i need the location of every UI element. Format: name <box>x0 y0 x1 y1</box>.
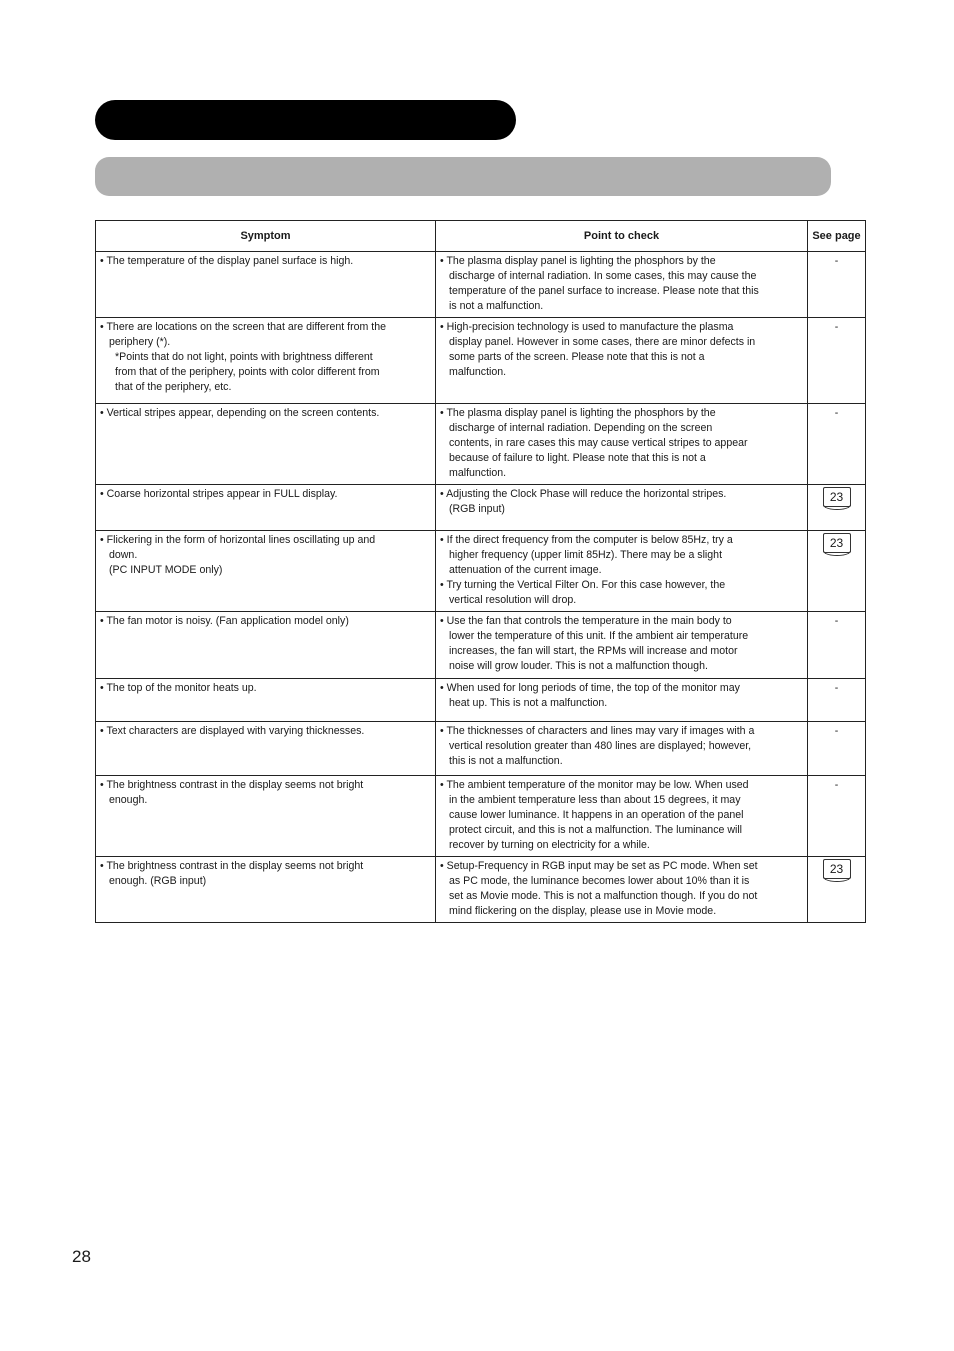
check-text-line: • Use the fan that controls the temperature in the main body to <box>440 615 732 627</box>
symptom-text-line: • Coarse horizontal stripes appear in FULL display. <box>100 488 338 500</box>
symptom-text-line: • Flickering in the form of horizontal lines oscillating up and <box>100 534 376 546</box>
check-cell <box>436 485 808 531</box>
symptom-cell <box>96 252 436 318</box>
check-text-line: mind flickering on the display, please use in Movie mode. <box>449 905 717 917</box>
check-text-line: in the ambient temperature less than about 15 degrees, it may <box>449 794 741 806</box>
symptom-cell <box>96 404 436 485</box>
section-title-bar <box>95 100 516 140</box>
check-cell <box>436 722 808 776</box>
page-reference-book-icon[interactable]: 23 <box>823 533 851 553</box>
symptom-text-line: from that of the periphery, points with color different from <box>115 366 380 378</box>
symptom-text-line: enough. <box>109 794 148 806</box>
symptom-cell <box>96 722 436 776</box>
symptom-cell <box>96 485 436 531</box>
header-symptom: Symptom <box>96 221 436 252</box>
symptom-text-line: that of the periphery, etc. <box>115 381 232 393</box>
see-page-cell <box>808 679 866 722</box>
check-cell <box>436 252 808 318</box>
check-text-line: • Adjusting the Clock Phase will reduce the horizontal stripes. <box>440 488 727 500</box>
see-page-cell <box>808 612 866 679</box>
see-page-cell <box>808 722 866 776</box>
symptom-text-line: (PC INPUT MODE only) <box>109 564 223 576</box>
table-header-row <box>96 221 866 252</box>
check-text-line: malfunction. <box>449 467 507 479</box>
symptom-text-line: periphery (*). <box>109 336 171 348</box>
check-text-line: recover by turning on electricity for a while. <box>449 839 650 851</box>
header-point-to-check: Point to check <box>436 221 808 252</box>
check-text-line: increases, the fan will start, the RPMs will increase and motor <box>449 645 738 657</box>
see-page-cell <box>808 485 866 531</box>
no-page-reference: - <box>834 725 839 737</box>
table-row <box>96 612 866 679</box>
check-text-line: temperature of the panel surface to increase. Please note that this <box>449 285 759 297</box>
check-text-line: noise will grow louder. This is not a malfunction though. <box>449 660 708 672</box>
check-text-line: vertical resolution will drop. <box>449 594 577 606</box>
check-text-line: cause lower luminance. It happens in an operation of the panel <box>449 809 744 821</box>
symptom-text-line: down. <box>109 549 138 561</box>
troubleshooting-table <box>95 220 866 923</box>
page-number: 28 <box>72 1247 91 1266</box>
check-text-line: heat up. This is not a malfunction. <box>449 697 608 709</box>
table-row <box>96 404 866 485</box>
symptom-text-line: • The brightness contrast in the display seems not bright <box>100 779 364 791</box>
check-text-line: • High-precision technology is used to manufacture the plasma <box>440 321 734 333</box>
symptom-text-line: enough. (RGB input) <box>109 875 207 887</box>
no-page-reference: - <box>834 682 839 694</box>
check-text-line: set as Movie mode. This is not a malfunction though. If you do not <box>449 890 758 902</box>
see-page-cell <box>808 318 866 404</box>
symptom-cell <box>96 857 436 923</box>
table-row <box>96 485 866 531</box>
see-page-cell <box>808 252 866 318</box>
check-text-line: lower the temperature of this unit. If the ambient air temperature <box>449 630 749 642</box>
check-text-line: malfunction. <box>449 366 507 378</box>
check-text-line: contents, in rare cases this may cause vertical stripes to appear <box>449 437 748 449</box>
symptom-text-line: • The brightness contrast in the display seems not bright <box>100 860 364 872</box>
check-text-line: attenuation of the current image. <box>449 564 602 576</box>
table-row <box>96 531 866 612</box>
check-cell <box>436 857 808 923</box>
table-row <box>96 318 866 404</box>
check-text-line: • If the direct frequency from the computer is below 85Hz, try a <box>440 534 733 546</box>
check-text-line: discharge of internal radiation. In some cases, this may cause the <box>449 270 757 282</box>
table-row <box>96 776 866 857</box>
table-row <box>96 252 866 318</box>
table-body <box>96 252 866 923</box>
check-text-line: • The thicknesses of characters and lines may vary if images with a <box>440 725 755 737</box>
section-subtitle-bar <box>95 157 831 196</box>
check-cell <box>436 679 808 722</box>
check-text-line: higher frequency (upper limit 85Hz). There may be a slight <box>449 549 723 561</box>
see-page-cell <box>808 857 866 923</box>
table-row <box>96 722 866 776</box>
check-text-line: this is not a malfunction. <box>449 755 563 767</box>
table-row <box>96 857 866 923</box>
page-reference-book-icon[interactable]: 23 <box>823 487 851 507</box>
check-text-line: discharge of internal radiation. Depending on the screen <box>449 422 713 434</box>
symptom-cell <box>96 531 436 612</box>
see-page-cell <box>808 531 866 612</box>
check-cell <box>436 776 808 857</box>
symptom-text-line: • Text characters are displayed with varying thicknesses. <box>100 725 365 737</box>
symptom-cell <box>96 612 436 679</box>
check-text-line: vertical resolution greater than 480 lines are displayed; however, <box>449 740 752 752</box>
symptom-text-line: • There are locations on the screen that are different from the <box>100 321 386 333</box>
symptom-cell <box>96 679 436 722</box>
check-cell <box>436 318 808 404</box>
check-cell <box>436 612 808 679</box>
check-text-line: (RGB input) <box>449 503 505 515</box>
check-text-line: • When used for long periods of time, the top of the monitor may <box>440 682 740 694</box>
see-page-cell <box>808 776 866 857</box>
header-see-page: See page <box>808 221 866 252</box>
check-text-line: protect circuit, and this is not a malfunction. The luminance will <box>449 824 743 836</box>
symptom-text-line: • The temperature of the display panel surface is high. <box>100 255 354 267</box>
check-cell <box>436 404 808 485</box>
check-text-line: • The plasma display panel is lighting the phosphors by the <box>440 407 716 419</box>
check-text-line: is not a malfunction. <box>449 300 544 312</box>
check-text-line: • The plasma display panel is lighting the phosphors by the <box>440 255 716 267</box>
check-text-line: as PC mode, the luminance becomes lower about 10% than it is <box>449 875 750 887</box>
table-row <box>96 679 866 722</box>
symptom-text-line: • Vertical stripes appear, depending on the screen contents. <box>100 407 380 419</box>
check-text-line: display panel. However in some cases, there are minor defects in <box>449 336 756 348</box>
no-page-reference: - <box>834 255 839 267</box>
symptom-text-line: • The top of the monitor heats up. <box>100 682 257 694</box>
no-page-reference: - <box>834 779 839 791</box>
symptom-cell <box>96 776 436 857</box>
check-cell <box>436 531 808 612</box>
check-text-line: because of failure to light. Please note that this is not a <box>449 452 706 464</box>
no-page-reference: - <box>834 321 839 333</box>
check-text-line: • Try turning the Vertical Filter On. For this case however, the <box>440 579 726 591</box>
check-text-line: • The ambient temperature of the monitor may be low. When used <box>440 779 749 791</box>
no-page-reference: - <box>834 407 839 419</box>
symptom-cell <box>96 318 436 404</box>
page-reference-book-icon[interactable]: 23 <box>823 859 851 879</box>
check-text-line: some parts of the screen. Please note that this is not a <box>449 351 705 363</box>
symptom-text-line: *Points that do not light, points with brightness different <box>115 351 373 363</box>
check-text-line: • Setup-Frequency in RGB input may be set as PC mode. When set <box>440 860 758 872</box>
no-page-reference: - <box>834 615 839 627</box>
see-page-cell <box>808 404 866 485</box>
symptom-text-line: • The fan motor is noisy. (Fan application model only) <box>100 615 349 627</box>
